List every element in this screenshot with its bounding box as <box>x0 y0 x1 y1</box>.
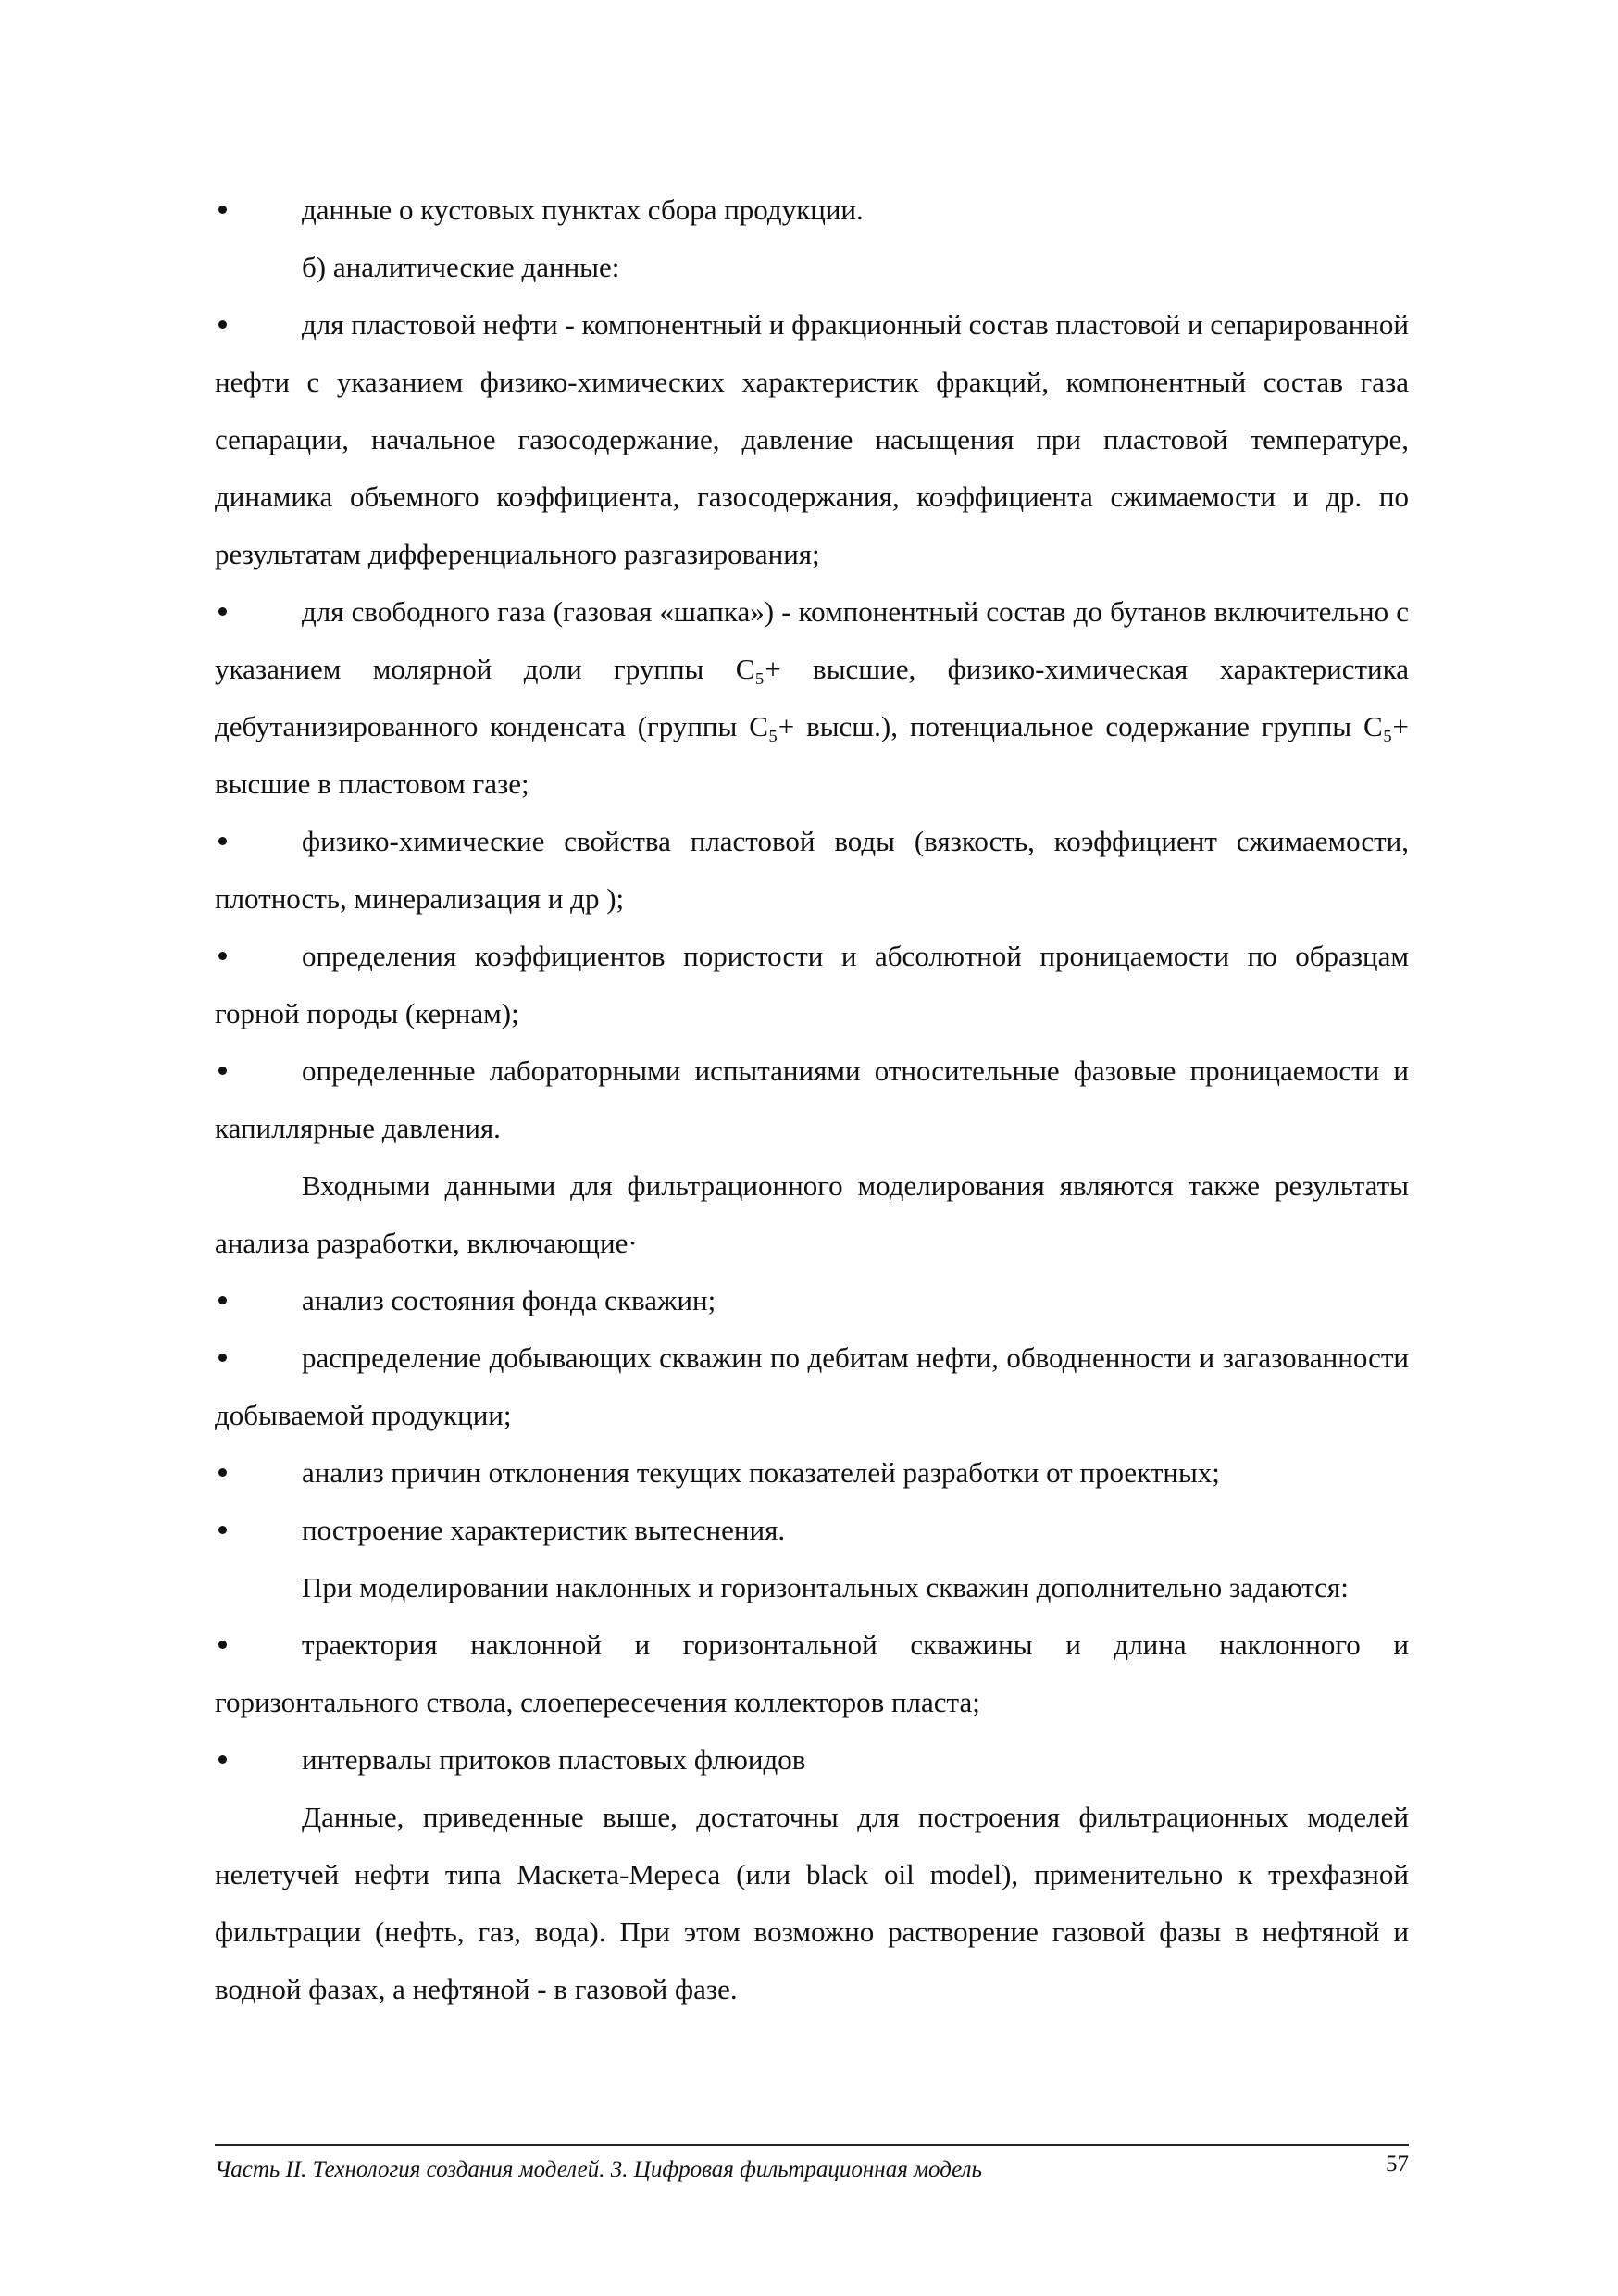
list-item-text: физико-химические свойства пластовой воды (вязкость, коэффициент сжимаемости, плотность, минерализация и др ); <box>215 825 1409 915</box>
bullet-icon <box>215 583 302 641</box>
bullet-icon <box>215 928 302 985</box>
list-item-text: данные о кустовых пунктах сбора продукции. <box>302 193 864 226</box>
list-item-text: распределение добывающих скважин по дебитам нефти, обводненности и загазованности добываемой продукции; <box>215 1341 1409 1431</box>
body-paragraph: Входными данными для фильтрационного моделирования являются также результаты анализа разработки, включающие· <box>215 1169 1409 1259</box>
bullet-icon <box>215 181 302 239</box>
page-body <box>215 181 1409 2018</box>
list-item <box>215 1042 1409 1157</box>
footer-title: Часть II. Технология создания моделей. 3. Цифровая фильтрационная модель <box>215 2157 982 2182</box>
bullet-icon <box>215 1616 302 1674</box>
list-item <box>215 1444 1409 1502</box>
list-item-text: построение характеристик вытеснения. <box>302 1514 786 1546</box>
bullet-icon <box>215 1502 302 1559</box>
list-item-text: траектория наклонной и горизонтальной скважины и длина наклонного и горизонтального ствола, слоепересечения коллекторов пласта; <box>215 1628 1409 1718</box>
list-item <box>215 1731 1409 1789</box>
bullet-icon <box>215 1042 302 1100</box>
list-item <box>215 1272 1409 1329</box>
list-item-text: для свободного газа (газовая «шапка») - компонентный состав до бутанов включительно с указанием молярной доли группы C₅+ высшие, физико-химическая характеристика дебутанизированного конденсата (группы C₅+ высш.), потенциальное содержание группы C₅+ высшие в пластовом газе; <box>215 595 1409 800</box>
list-item <box>215 1616 1409 1731</box>
section-subheading: б) аналитические данные: <box>302 251 620 283</box>
list-item <box>215 1502 1409 1559</box>
list-item <box>215 1329 1409 1444</box>
page-footer <box>215 2153 1409 2187</box>
bullet-icon <box>215 1329 302 1387</box>
bullet-icon <box>215 296 302 354</box>
page-number: 57 <box>1386 2152 1409 2177</box>
body-paragraph: При моделировании наклонных и горизонтальных скважин дополнительно задаются: <box>302 1571 1349 1603</box>
list-item <box>215 181 1409 239</box>
bullet-icon <box>215 1731 302 1789</box>
list-item <box>215 813 1409 928</box>
list-item <box>215 296 1409 583</box>
footer-divider <box>215 2144 1409 2146</box>
list-item <box>215 928 1409 1042</box>
bullet-icon <box>215 1272 302 1329</box>
bullet-icon <box>215 813 302 870</box>
list-item-text: определенные лабораторными испытаниями относительные фазовые проницаемости и капиллярные давления. <box>215 1054 1409 1144</box>
bullet-icon <box>215 1444 302 1502</box>
list-item-text: анализ причин отклонения текущих показателей разработки от проектных; <box>302 1456 1220 1489</box>
list-item-text: определения коэффициентов пористости и абсолютной проницаемости по образцам горной породы (кернам); <box>215 940 1409 1029</box>
body-paragraph: Данные, приведенные выше, достаточны для построения фильтрационных моделей нелетучей нефти типа Маскета-Мереса (или black oil model), применительно к трехфазной фильтрации (нефть, газ, вода). При этом возможно растворение газовой фазы в нефтяной и водной фазах, а нефтяной - в газовой фазе. <box>215 1801 1409 2005</box>
list-item-text: для пластовой нефти - компонентный и фракционный состав пластовой и сепарированной нефти с указанием физико-химических характеристик фракций, компонентный состав газа сепарации, начальное газосодержание, давление насыщения при пластовой температуре, динамика объемного коэффициента, газосодержания, коэффициента сжимаемости и др. по результатам дифференциального разгазирования; <box>215 308 1409 570</box>
list-item <box>215 583 1409 813</box>
list-item-text: анализ состояния фонда скважин; <box>302 1284 716 1316</box>
list-item-text: интервалы притоков пластовых флюидов <box>302 1743 806 1776</box>
